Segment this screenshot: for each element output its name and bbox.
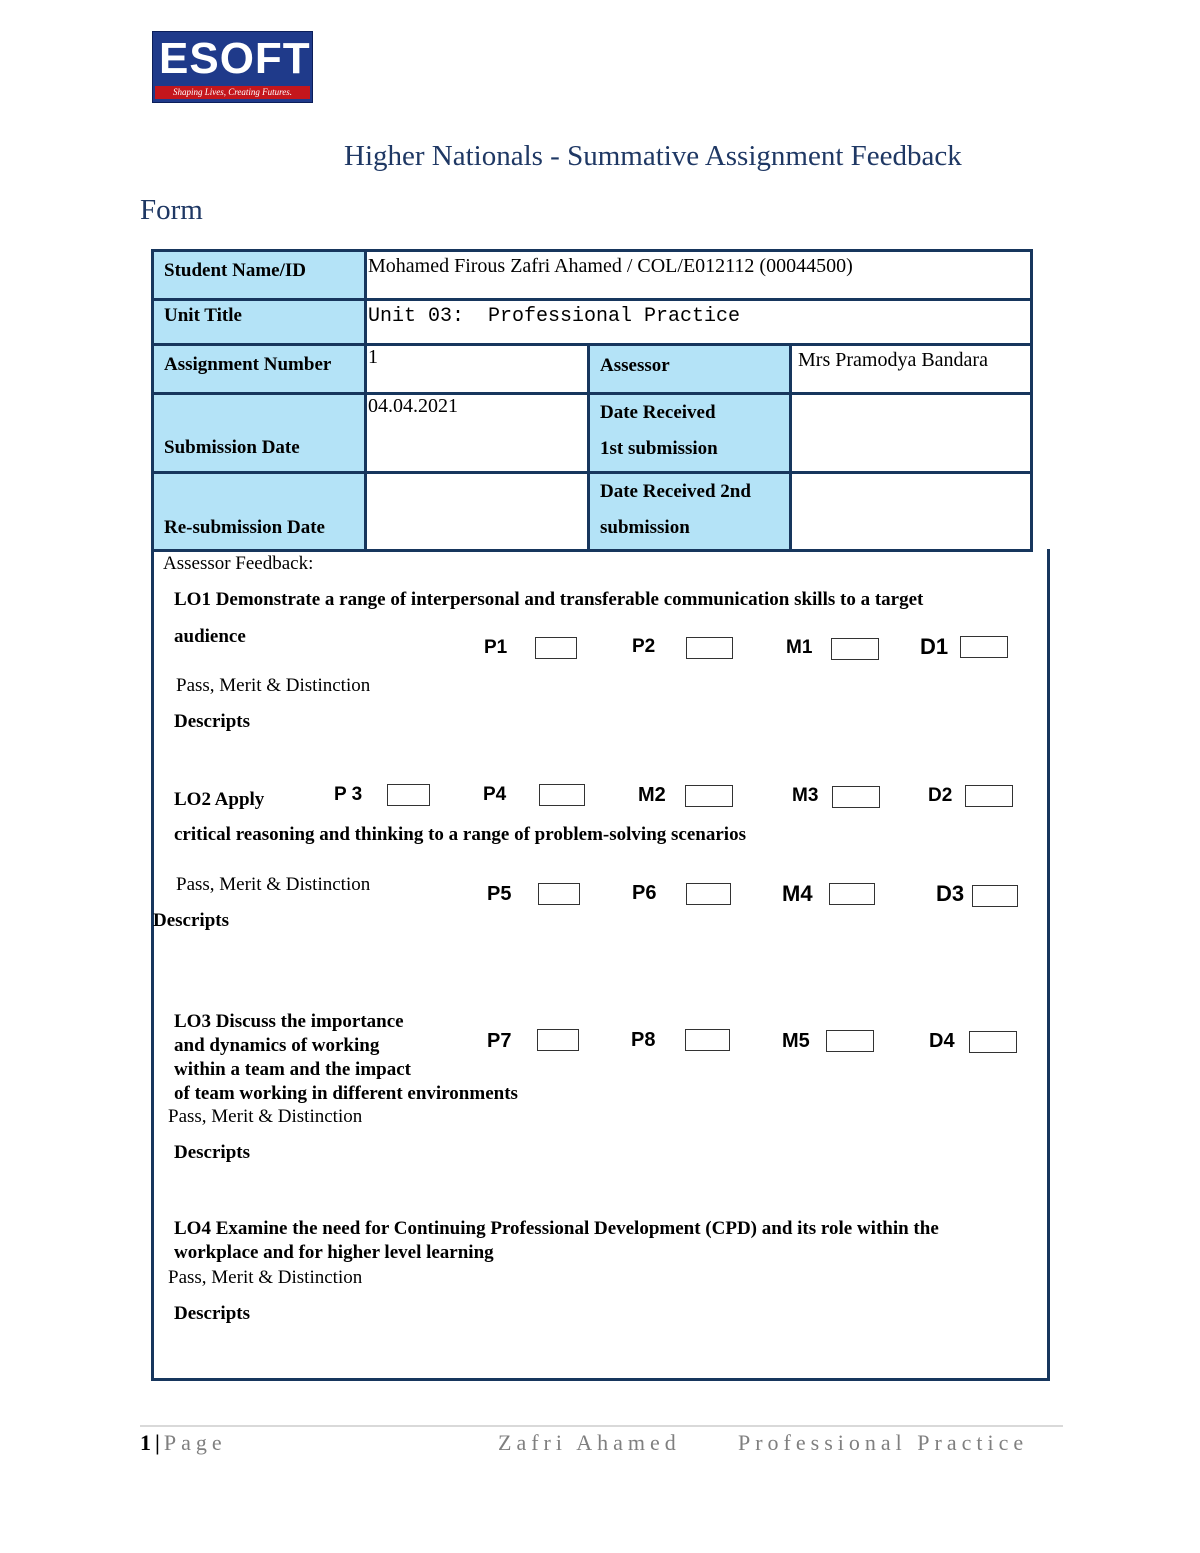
lo4-descripts-label: Descripts <box>174 1303 250 1324</box>
lo1-criterion-p2-label: P2 <box>632 636 656 657</box>
lo2-criterion-m4-checkbox[interactable] <box>829 883 875 905</box>
submission-date-value: 04.04.2021 <box>366 394 589 473</box>
page-separator: | <box>155 1430 160 1455</box>
lo2-criterion-m2-checkbox[interactable] <box>685 785 733 807</box>
lo1-criterion-d1-checkbox[interactable] <box>960 636 1008 658</box>
assignment-number-value: 1 <box>366 345 589 394</box>
lo3-pmd-label: Pass, Merit & Distinction <box>168 1106 363 1127</box>
lo2-criterion-p6-label: P6 <box>632 882 657 904</box>
date-received-2nd-label <box>589 473 791 551</box>
lo2-criterion-p3-label: P 3 <box>334 784 363 805</box>
lo3-descripts-label: Descripts <box>174 1142 250 1163</box>
lo2-title-line1: LO2 Apply <box>174 789 265 810</box>
resubmission-date-value <box>366 473 589 551</box>
lo4-title-line2: workplace and for higher level learning <box>174 1242 494 1263</box>
lo1-descripts-label: Descripts <box>174 711 250 732</box>
document-title-continued: Form <box>140 194 203 226</box>
date-received-1st-label-line2: 1st submission <box>600 438 718 459</box>
assessor-feedback-heading: Assessor Feedback: <box>163 553 314 574</box>
lo2-criterion-m2-label: M2 <box>638 784 666 806</box>
student-name-label: Student Name/ID <box>153 251 366 300</box>
lo3-title-line3: within a team and the impact <box>174 1059 411 1080</box>
lo2-criterion-p3-checkbox[interactable] <box>387 784 430 806</box>
lo1-criterion-p1-checkbox[interactable] <box>535 637 577 659</box>
lo3-criterion-p7-label: P7 <box>487 1030 512 1052</box>
lo3-title <box>174 1010 518 1106</box>
unit-title-label: Unit Title <box>153 300 366 345</box>
lo2-descripts-label: Descripts <box>153 910 229 931</box>
date-received-2nd-label-line1: Date Received 2nd <box>600 481 751 502</box>
lo3-title-line2: and dynamics of working <box>174 1035 380 1056</box>
resubmission-date-label: Re-submission Date <box>153 473 366 551</box>
lo1-pmd-label: Pass, Merit & Distinction <box>176 675 371 696</box>
student-info-table <box>151 249 1033 552</box>
lo2-criterion-d2-checkbox[interactable] <box>965 785 1013 807</box>
date-received-2nd-label-line2: submission <box>600 517 690 538</box>
document-title: Higher Nationals - Summative Assignment Feedback <box>344 140 962 172</box>
lo2-criterion-p5-label: P5 <box>487 883 512 905</box>
unit-title-value: Unit 03: Professional Practice <box>366 300 1032 345</box>
lo1-criterion-m1-checkbox[interactable] <box>831 638 879 660</box>
lo2-pmd-label: Pass, Merit & Distinction <box>176 874 371 895</box>
lo2-criterion-p4-label: P4 <box>483 784 507 805</box>
footer-divider <box>140 1425 1063 1427</box>
lo2-criterion-d2-label: D2 <box>928 785 953 806</box>
lo1-criterion-d1-label: D1 <box>920 634 949 659</box>
lo4-pmd-label: Pass, Merit & Distinction <box>168 1267 363 1288</box>
lo2-criterion-p6-checkbox[interactable] <box>686 883 731 905</box>
lo3-title-line4: of team working in different environments <box>174 1083 518 1104</box>
lo3-title-line1: LO3 Discuss the importance <box>174 1011 404 1032</box>
lo2-criterion-m3-label: M3 <box>792 785 819 806</box>
lo1-criterion-p2-checkbox[interactable] <box>686 637 733 659</box>
lo2-criterion-d3-checkbox[interactable] <box>972 885 1018 907</box>
date-received-1st-label-line1: Date Received <box>600 402 716 423</box>
lo2-title-line2: critical reasoning and thinking to a range of problem-solving scenarios <box>174 824 746 845</box>
submission-date-label: Submission Date <box>153 394 366 473</box>
lo2-criterion-p4-checkbox[interactable] <box>539 784 585 806</box>
page-label: Page <box>163 1430 227 1455</box>
lo1-criterion-p1-label: P1 <box>484 637 508 658</box>
student-name-value: Mohamed Firous Zafri Ahamed / COL/E012112 (00044500) <box>366 251 1032 300</box>
lo3-criterion-d4-checkbox[interactable] <box>969 1031 1017 1053</box>
footer-course: Professional Practice <box>738 1430 1029 1455</box>
lo1-title-line1: LO1 Demonstrate a range of interpersonal and transferable communication skills to a target <box>174 589 924 610</box>
assessor-value: Mrs Pramodya Bandara <box>791 345 1032 394</box>
lo1-criterion-m1-label: M1 <box>786 637 813 658</box>
lo3-criterion-m5-label: M5 <box>782 1030 810 1052</box>
lo2-criterion-d3-label: D3 <box>936 881 965 906</box>
page-number: 1 <box>140 1430 151 1455</box>
logo-wordmark: ESOFT <box>159 34 311 83</box>
lo2-criterion-m4-label: M4 <box>782 881 813 906</box>
lo2-criterion-p5-checkbox[interactable] <box>538 883 580 905</box>
esoft-logo <box>152 31 313 103</box>
logo-tagline: Shaping Lives, Creating Futures. <box>155 86 310 99</box>
lo3-criterion-p7-checkbox[interactable] <box>537 1029 579 1051</box>
lo3-criterion-p8-checkbox[interactable] <box>685 1029 730 1051</box>
lo2-criterion-m3-checkbox[interactable] <box>832 786 880 808</box>
lo3-criterion-m5-checkbox[interactable] <box>826 1030 874 1052</box>
date-received-2nd-value <box>791 473 1032 551</box>
lo4-title-line1: LO4 Examine the need for Continuing Professional Development (CPD) and its role within the <box>174 1218 939 1239</box>
date-received-1st-label <box>589 394 791 473</box>
date-received-1st-value <box>791 394 1032 473</box>
footer-author: Zafri Ahamed <box>498 1430 681 1455</box>
assignment-number-label: Assignment Number <box>153 345 366 394</box>
lo3-criterion-d4-label: D4 <box>929 1030 955 1052</box>
lo3-criterion-p8-label: P8 <box>631 1029 656 1051</box>
footer-page-indicator <box>140 1430 227 1456</box>
assessor-label: Assessor <box>589 345 791 394</box>
lo1-title-line2: audience <box>174 626 246 647</box>
